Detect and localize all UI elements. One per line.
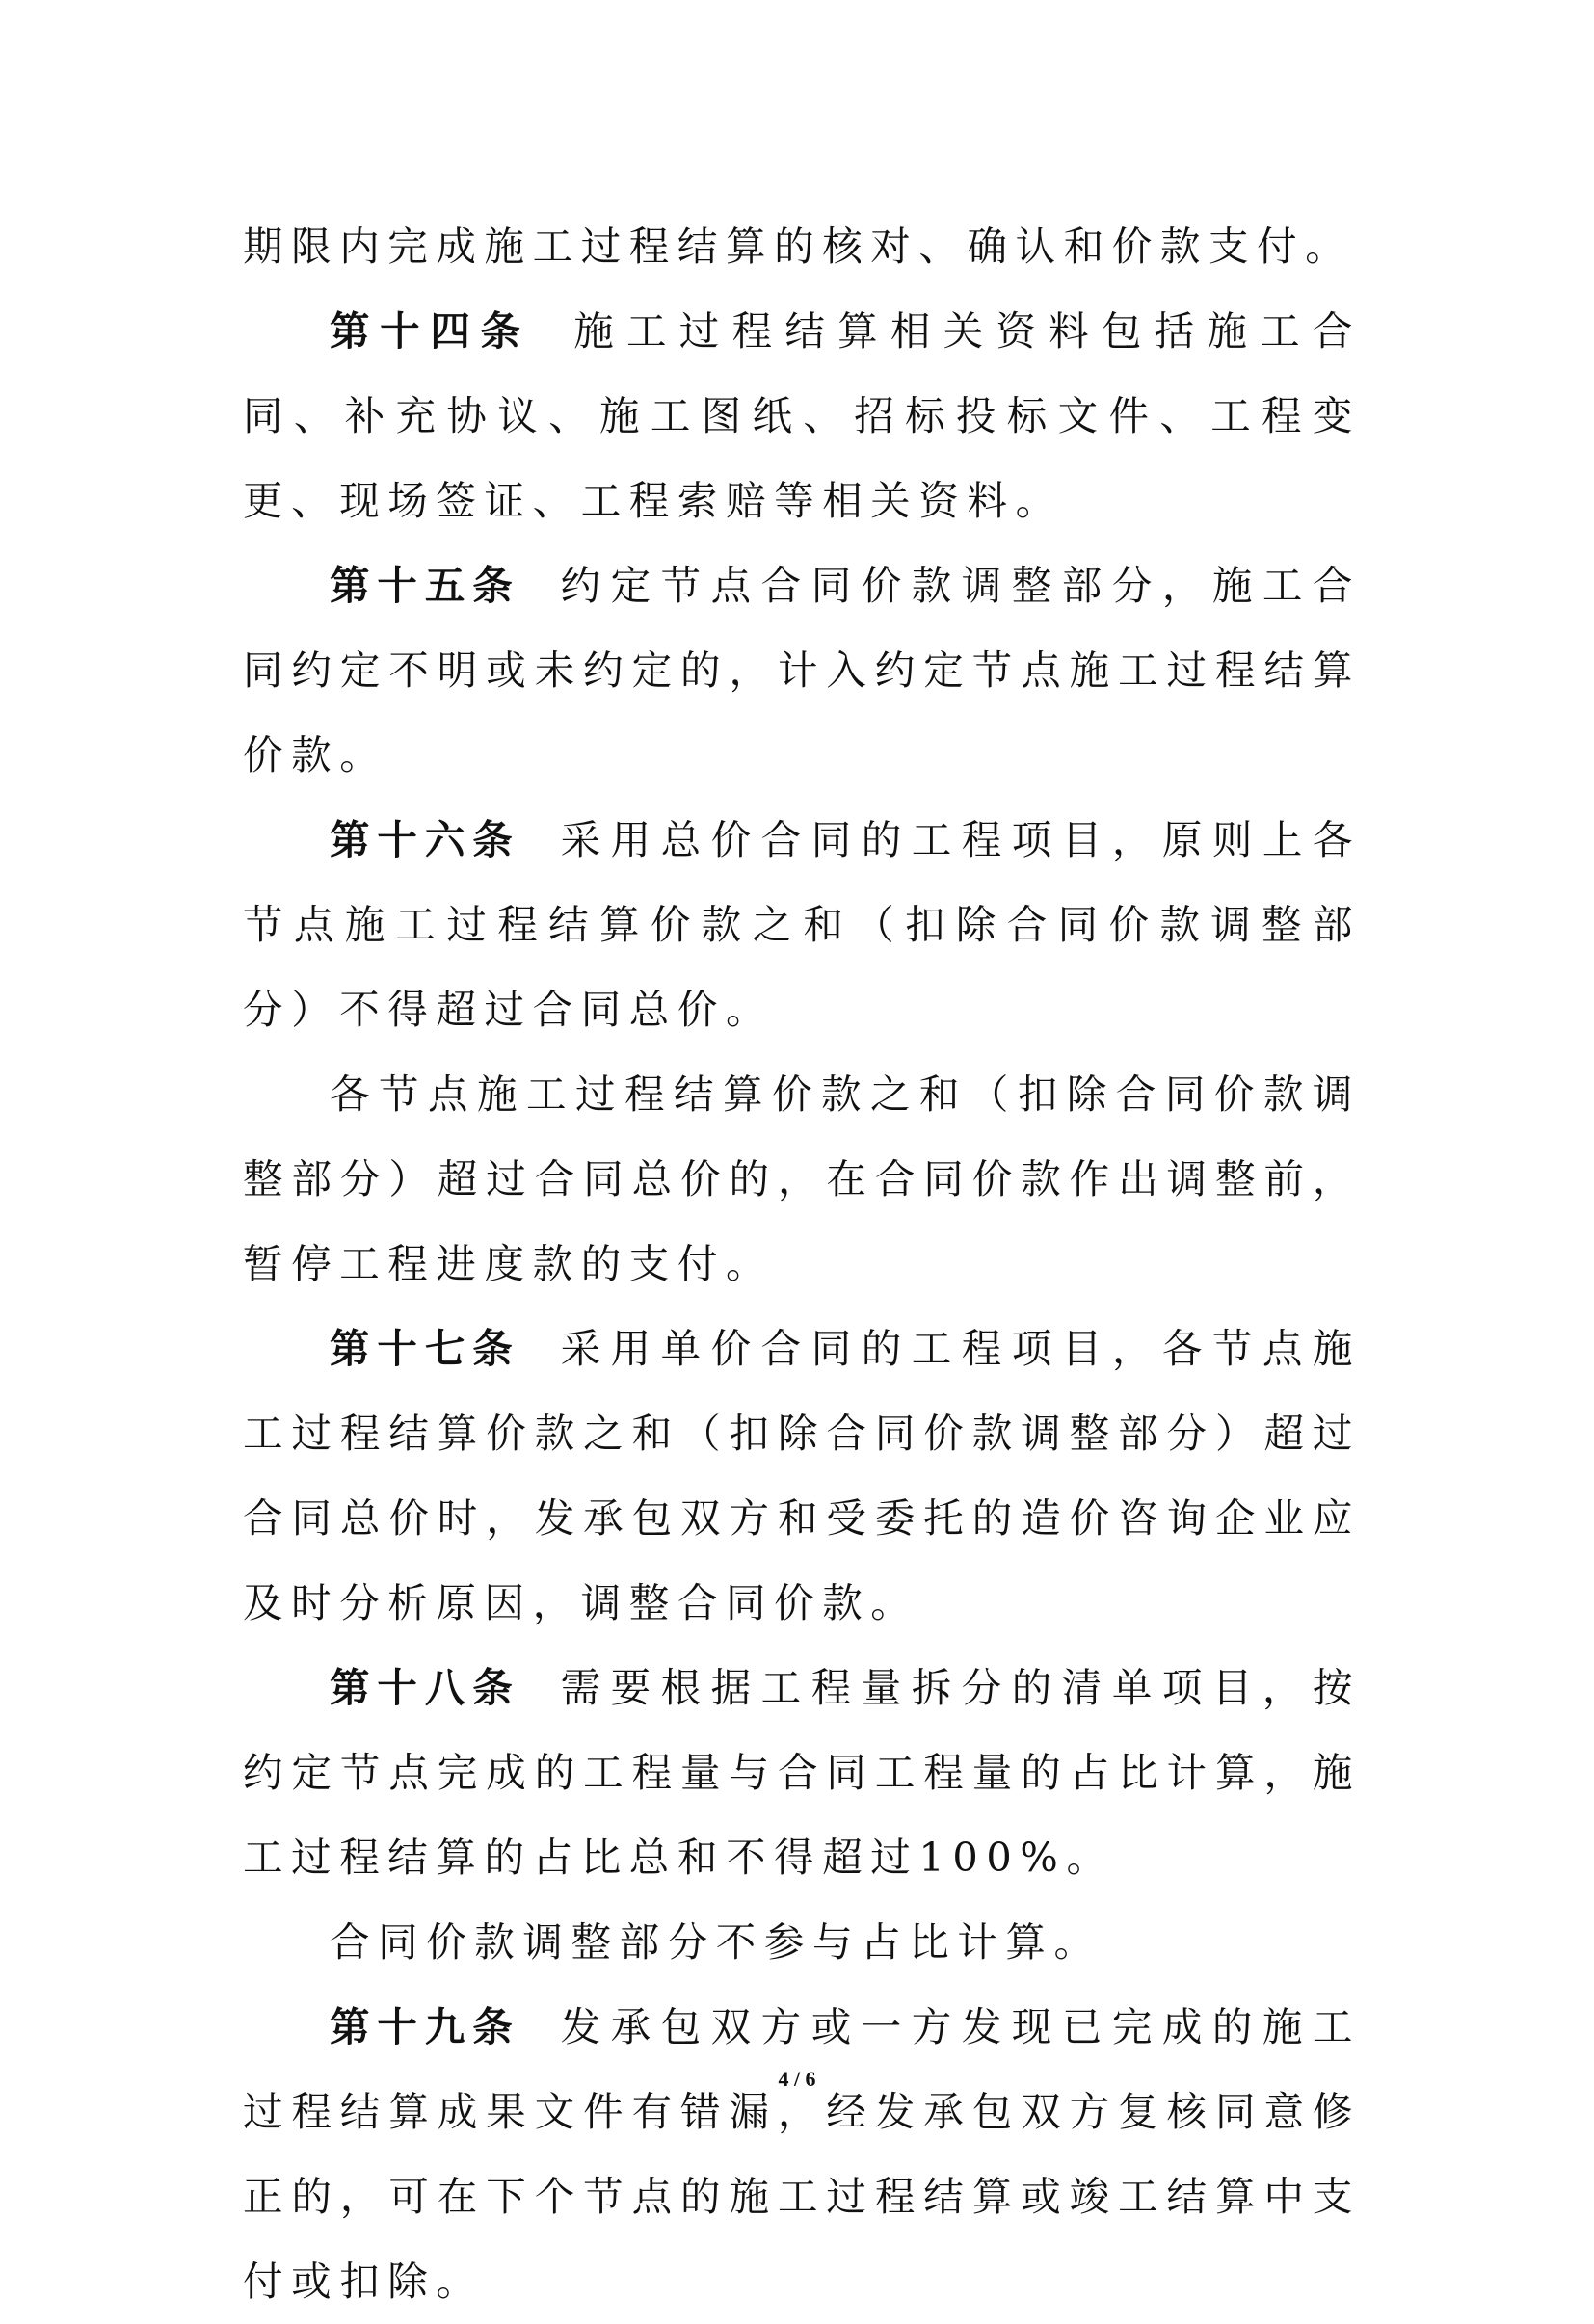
article-text: 需要根据工程量拆分的清单项目，按约定节点完成的工程量与合同工程量的占比计算，施工过程结算的占比总和不得超过100%。 xyxy=(243,1664,1361,1881)
article-number: 第十九条 xyxy=(330,2003,520,2050)
article-16 xyxy=(243,798,1361,1052)
paragraph-text: 合同价款调整部分不参与占比计算。 xyxy=(330,1918,1103,1966)
article-19 xyxy=(243,1985,1361,2324)
article-number: 第十五条 xyxy=(330,562,520,609)
paragraph-text: 期限内完成施工过程结算的核对、确认和价款支付。 xyxy=(243,223,1354,270)
page-number: 4 / 6 xyxy=(778,2067,816,2091)
article-number: 第十七条 xyxy=(330,1325,520,1372)
article-17 xyxy=(243,1307,1361,1646)
paragraph-1 xyxy=(243,204,1361,289)
document-body xyxy=(243,204,1361,2324)
article-14 xyxy=(243,289,1361,543)
article-text: 采用总价合同的工程项目，原则上各节点施工过程结算价款之和（扣除合同价款调整部分）不得超过合同总价。 xyxy=(243,816,1361,1033)
article-number: 第十六条 xyxy=(330,816,520,863)
article-text: 采用单价合同的工程项目，各节点施工过程结算价款之和（扣除合同价款调整部分）超过合同总价时，发承包双方和受委托的造价咨询企业应及时分析原因，调整合同价款。 xyxy=(243,1325,1361,1626)
article-number: 第十八条 xyxy=(330,1664,520,1711)
article-text: 发承包双方或一方发现已完成的施工过程结算成果文件有错漏，经发承包双方复核同意修正的，可在下个节点的施工过程结算或竣工结算中支付或扣除。 xyxy=(243,2003,1361,2305)
paragraph-text: 各节点施工过程结算价款之和（扣除合同价款调整部分）超过合同总价的，在合同价款作出调整前，暂停工程进度款的支付。 xyxy=(243,1070,1361,1287)
article-text: 约定节点合同价款调整部分，施工合同约定不明或未约定的，计入约定节点施工过程结算价款。 xyxy=(243,562,1361,779)
article-text: 施工过程结算相关资料包括施工合同、补充协议、施工图纸、招标投标文件、工程变更、现场签证、工程索赔等相关资料。 xyxy=(243,307,1361,524)
article-number: 第十四条 xyxy=(330,307,531,355)
article-18 xyxy=(243,1646,1361,1900)
article-15 xyxy=(243,543,1361,798)
article-16-paragraph-2 xyxy=(243,1052,1361,1307)
article-18-paragraph-2 xyxy=(243,1900,1361,1985)
